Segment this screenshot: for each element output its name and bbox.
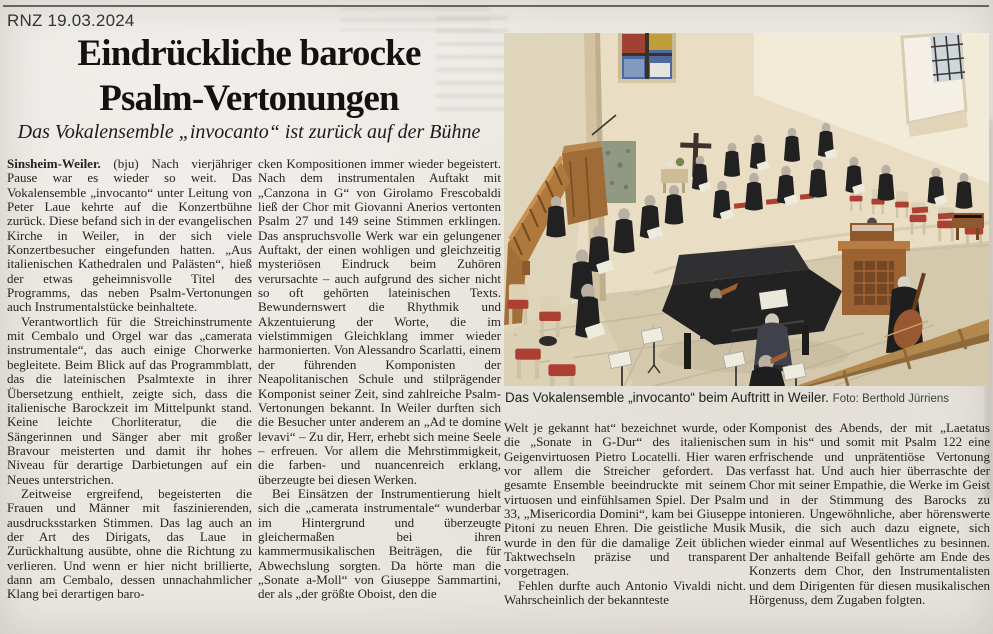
subheadline: Das Vokalensemble „invocanto“ ist zurück auf der Bühne [17, 121, 481, 143]
masthead-date: RNZ 19.03.2024 [7, 11, 135, 30]
paragraph: Komponist des Abends, der mit „Laetatus sum in his“ und somit mit Psalm 122 eine erfrischende und unprätentiöse Vertonung verfasst hat. Und auch hier überraschte der Chor mit seiner Empathie, die Werke im Geist und in der Stimmung des Barocks zu intonieren. Ungewöhnliche, aber hörenswerte Musik, die sich auch dazu eignete, sich wieder einmal auf Wesentliches zu besinnen. Der anhaltende Beifall gehörte am Ende des Konzerts dem Chor, den Instrumentalisten und dem Dirigenten für diesen musikalischen Hörgenuss, dem Zugaben folgten. [749, 420, 990, 608]
headline-line-2: Psalm-Vertonungen [99, 78, 399, 119]
photo-caption [505, 390, 989, 405]
headline [8, 31, 490, 121]
paragraph: Zeitweise ergreifend, begeisterten die Frauen und Männer mit faszinierenden, ausdrucksstarken Stimmen. Das lag auch an der Art des Dirigats, das Laue in Zurückhaltung ausübte, ohne die Richtung zu verlieren. Und wenn er hier nicht brillierte, dann am Cembalo, dessen unnachahmlicher Klang bei derartigen baro- [7, 485, 252, 602]
dateline-byline: (bju) [113, 156, 139, 171]
photo-credit: Foto: Berthold Jürriens [832, 393, 950, 405]
concert-photo [504, 33, 989, 386]
top-rule [3, 5, 989, 7]
paragraph: Fehlen durfte auch Antonio Vivaldi nicht. Wahrscheinlich der bekannteste [504, 577, 746, 608]
caption-text: Das Vokalensemble „invocanto“ beim Auftritt in Weiler. [505, 390, 829, 405]
photo-tone-overlay [504, 33, 989, 386]
paragraph: Verantwortlich für die Streichinstrumente mit Cembalo und Orgel war das „camerata instrumentale“, das auch einige Chorwerke begleitete. Beim Blick auf das Programmblatt, das die lateinischen Psalmtexte in ihrer Übersetzung enthielt, zeigte sich, dass die italienische Barockzeit im Mittelpunkt stand. Keine leichte Chorliteratur, die die Sängerinnen und Sänger aber mit großer Bravour meisterten und damit ihr hohes Niveau für derartige Darbietungen auf ein Neues unterstrichen. [7, 313, 252, 487]
article-column-3 [504, 421, 746, 634]
article-column-4 [749, 421, 990, 634]
headline-line-1: Eindrückliche barocke [77, 33, 421, 74]
print-bleedthrough [340, 7, 490, 31]
article-column-1 [7, 157, 252, 634]
dateline-location: Sinsheim-Weiler. [7, 156, 101, 171]
paragraph-text: Nach vierjähriger Pause war es wieder so weit. Das Vokalensemble „invocanto“ unter Leitung von Peter Laue kehrte auf die Konzertbühne zurück. Diese befand sich in der evangelischen Kirche in Weiler, in der sich viele Konzertbesucher eingefunden hatten. „Aus italienischen Kathedralen und Palästen“, hieß der etwas geheimnisvolle Titel des Programms, das neben Psalm-Vertonungen auch Instrumentalstücke beinhaltete. [7, 156, 252, 315]
paragraph: cken Kompositionen immer wieder begeistert. Nach dem instrumentalen Auftakt mit „Canzona in G“ von Girolamo Frescobaldi ließ der Chor mit Giovanni Anerios vertonten Psalm 27 und 149 seine Stimmen erklingen. Das anspruchsvolle Werk war ein gelungener Auftakt, der einen wohligen und gleichzeitig mysteriösen Eindruck beim Zuhören verursachte – auch aufgrund des sicher nicht so oft gehörten lateinischen Texts. Bewundernswert die Rhythmik und Akzentuierung der Worte, die im vielstimmigen Gleichklang immer wieder harmonierten. Von Alessandro Scarlatti, einem der führenden Komponisten der Neapolitanischen Schule und stilprägender Komponist seiner Zeit, sind zahlreiche Psalm-Vertonungen bekannt. In Weiler durften sich die Besucher unter anderem an „Ad te domine levavi“ – Zu dir, Herr, erhebt sich meine Seele – erfreuen. Vor allem die Mehrstimmigkeit, die farben- und nuancenreich erklang, überzeugte bei diesen Werken. [258, 156, 501, 487]
article-column-2 [258, 157, 501, 634]
paragraph [7, 157, 252, 315]
paragraph: Welt je gekannt hat“ bezeichnet wurde, oder die „Sonate in G-Dur“ des italienischen Geigenvirtuosen Pietro Locatelli. Hier waren vor allem die Streicher gefordert. Das gesamte Ensemble beeindruckte mit seinem virtuosen und einfühlsamen Spiel. Der Psalm 33, „Misericordia Domini“, kam bei Giuseppe Pitoni zu neuen Ehren. Die geistliche Musik wurde in den für die damalige Zeit üblichen Taktwechseln präzise und transparent vorgetragen. [504, 420, 746, 579]
paragraph: Bei Einsätzen der Instrumentierung hielt sich die „camerata instrumentale“ wunderbar im Hintergrund und überzeugte gleichermaßen bei ihren kammermusikalischen Beiträgen, die für Abwechslung sorgten. Da hörte man die „Sonate a-Moll“ von Giuseppe Sammartini, der als „der größte Oboist, den die [258, 485, 501, 602]
